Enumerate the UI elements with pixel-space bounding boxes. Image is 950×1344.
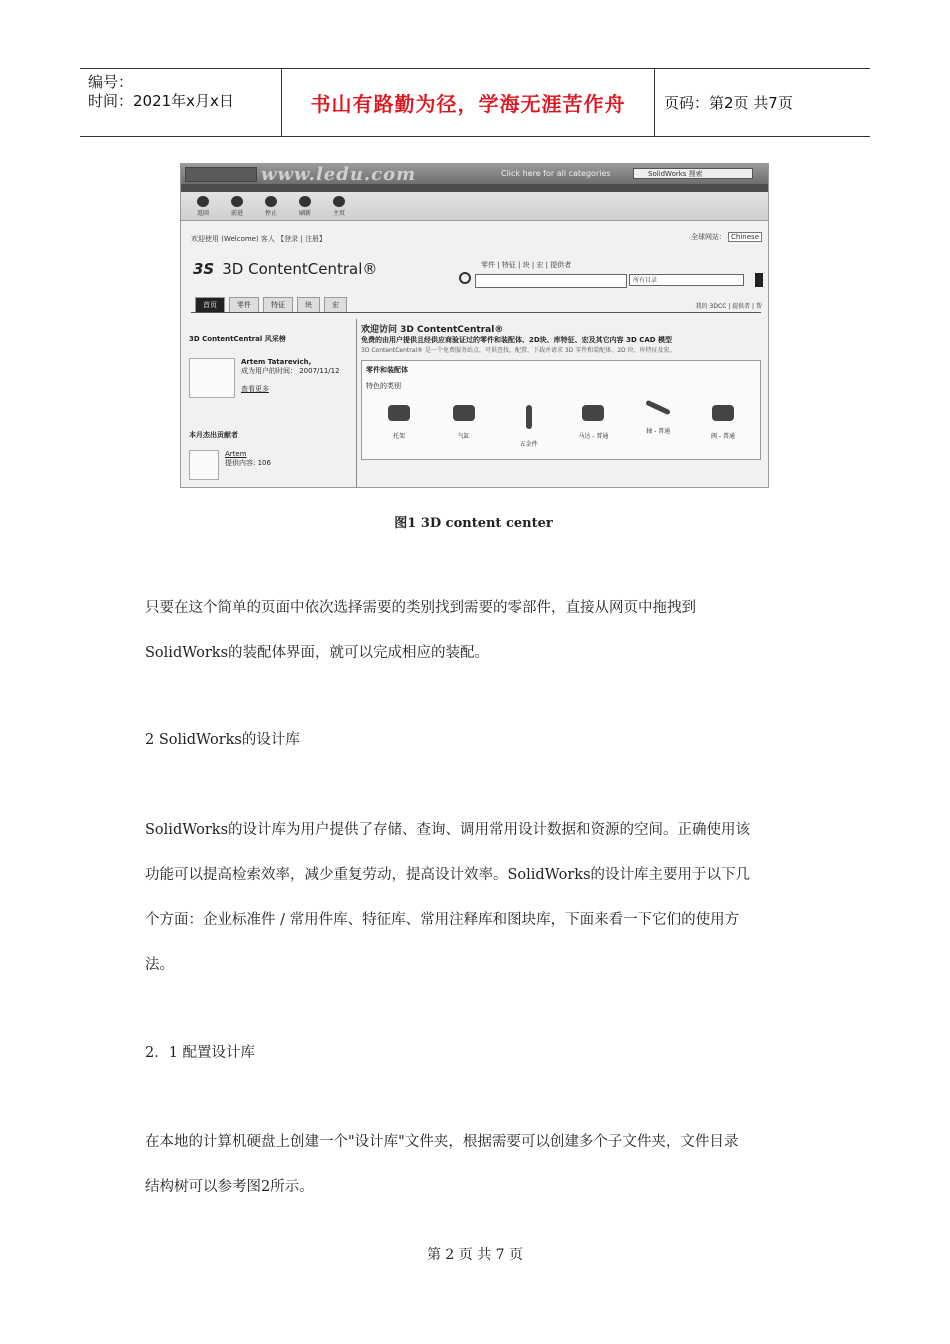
site-label: 全球网站： (691, 233, 727, 241)
text-line: 只要在这个简单的页面中依次选择需要的类别找到需要的零部件，直接从网页中拖拽到 (145, 600, 696, 616)
motor-icon (582, 405, 604, 421)
paragraph (145, 1120, 810, 1210)
home-button[interactable]: 主页 (325, 192, 353, 220)
parts-list (366, 405, 756, 448)
figure-caption: 图1 3D content center (394, 516, 553, 531)
contrib-count: 提供内容: 106 (225, 459, 271, 467)
paragraph (145, 586, 810, 676)
avatar (189, 450, 219, 480)
header-divider (654, 69, 655, 136)
browser-subbar (181, 184, 768, 192)
user-name[interactable]: Artem Tatarevich, (241, 358, 312, 366)
left-column (189, 334, 349, 480)
shaft-icon (645, 400, 671, 416)
column-divider (356, 319, 357, 487)
page-footer: 第 2 页 共 7 页 (426, 1247, 524, 1263)
forward-button[interactable]: 前进 (223, 192, 251, 220)
site-selector[interactable] (689, 232, 762, 242)
ds-logo-icon: 3S (193, 260, 215, 278)
bracket-icon (388, 405, 410, 421)
stop-icon (265, 196, 277, 207)
search-icon (459, 272, 471, 284)
text-line: SolidWorks的装配体界面，就可以完成相应的装配。 (145, 645, 490, 661)
page-header (80, 68, 870, 137)
text-line: 功能可以提高检索效率，减少重复劳动，提高设计效率。SolidWorks的设计库主要用于以下几 (145, 867, 751, 883)
part-cylinder[interactable]: 气缸 (439, 405, 489, 448)
left-title: 3D ContentCentral 风采榜 (189, 335, 286, 343)
watermark: www.ledu.com (261, 164, 417, 185)
right-column (361, 322, 761, 460)
tab-features[interactable]: 特征 (263, 297, 293, 313)
tab-blocks[interactable]: 块 (297, 297, 320, 313)
cylinder-icon (453, 405, 475, 421)
welcome-text: 欢迎使用 (Welcome) 客人 【登录 | 注册】 (191, 235, 326, 243)
part-hardware[interactable]: 五金件 (504, 405, 554, 448)
text-line: 结构树可以参考图2所示。 (145, 1179, 314, 1195)
text-line: 在本地的计算机硬盘上创建一个"设计库"文件夹，根据需要可以创建多个子文件夹，文件目录 (145, 1134, 739, 1150)
home-icon (333, 196, 345, 207)
welcome-sub: 免费的由用户提供且经供应商验证过的零件和装配体、2D块、库特征、宏及其它内容 3D CAD 模型 (361, 336, 673, 344)
paragraph (145, 808, 810, 988)
back-arrow-icon (197, 196, 209, 207)
search-go-button[interactable] (755, 273, 763, 287)
browser-titlebar (181, 164, 768, 184)
back-button[interactable]: 返回 (189, 192, 217, 220)
brand-name: 3D ContentCentral® (222, 260, 378, 278)
part-motor[interactable]: 马达 - 普通 (568, 405, 618, 448)
account-links[interactable]: 我的 3DCC | 提供者 | 帮 (695, 303, 762, 310)
text-line: 个方面：企业标准件 / 常用件库、特征库、常用注释库和图块库，下面来看一下它们的使用方 (145, 912, 740, 928)
header-page-info: 页码：第2页 共7页 (664, 94, 793, 112)
welcome-title: 欢迎访问 3D ContentCentral® (361, 325, 504, 335)
stop-button[interactable]: 停止 (257, 192, 285, 220)
tab-divider (191, 312, 761, 313)
solidworks-search-input[interactable]: SolidWorks 搜索 (633, 168, 753, 179)
browser-toolbar (181, 192, 768, 221)
refresh-icon (299, 196, 311, 207)
solidworks-logo-icon (185, 167, 257, 182)
figure-screenshot (180, 163, 769, 488)
search-type-links[interactable]: 零件 | 特征 | 块 | 宏 | 提供者 (481, 261, 572, 269)
contrib-name[interactable]: Artem (225, 450, 247, 458)
featured-label: 特色的类别 (366, 382, 401, 390)
category-link[interactable]: Click here for all categories (501, 169, 611, 178)
catalog-select[interactable]: 所有目录 (629, 274, 744, 286)
avatar (189, 358, 235, 398)
valve-icon (712, 405, 734, 421)
doc-time: 时间：2021年x月x日 (88, 92, 234, 110)
header-motto: 书山有路勤为径，学海无涯苦作舟 (310, 92, 626, 116)
header-meta (88, 73, 234, 111)
tab-parts[interactable]: 零件 (229, 297, 259, 313)
user-info: 成为用户的时间： 2007/11/12 (241, 367, 340, 375)
forward-arrow-icon (231, 196, 243, 207)
part-bracket[interactable]: 托架 (374, 405, 424, 448)
part-shaft[interactable]: 轴 - 普通 (633, 405, 683, 448)
tab-home[interactable]: 首页 (195, 297, 225, 313)
welcome-desc: 3D ContentCentral® 是一个免费服务站点，可供查找、配置、下载并请求 3D 零件和装配体、2D 块、库特征及宏。 (361, 347, 676, 354)
nav-tabs (195, 297, 347, 313)
text-line: SolidWorks的设计库为用户提供了存储、查询、调用常用设计数据和资源的空间。正确使用该 (145, 822, 751, 838)
part-valve[interactable]: 阀 - 普通 (698, 405, 748, 448)
content-search-input[interactable] (475, 274, 627, 288)
refresh-button[interactable]: 刷新 (291, 192, 319, 220)
bolt-icon (526, 405, 532, 429)
contrib-title: 本月杰出贡献者 (189, 431, 238, 439)
parts-box (361, 360, 761, 460)
more-link[interactable]: 查看更多 (241, 385, 269, 393)
text-line: 法。 (145, 957, 174, 973)
brand (193, 260, 377, 278)
subsection-heading: 2．1 配置设计库 (145, 1045, 256, 1061)
parts-title: 零件和装配体 (366, 366, 408, 374)
doc-number-label: 编号： (88, 73, 134, 91)
tab-macros[interactable]: 宏 (324, 297, 347, 313)
site-value[interactable]: Chinese (728, 232, 762, 242)
section-heading: 2 SolidWorks的设计库 (145, 732, 300, 748)
